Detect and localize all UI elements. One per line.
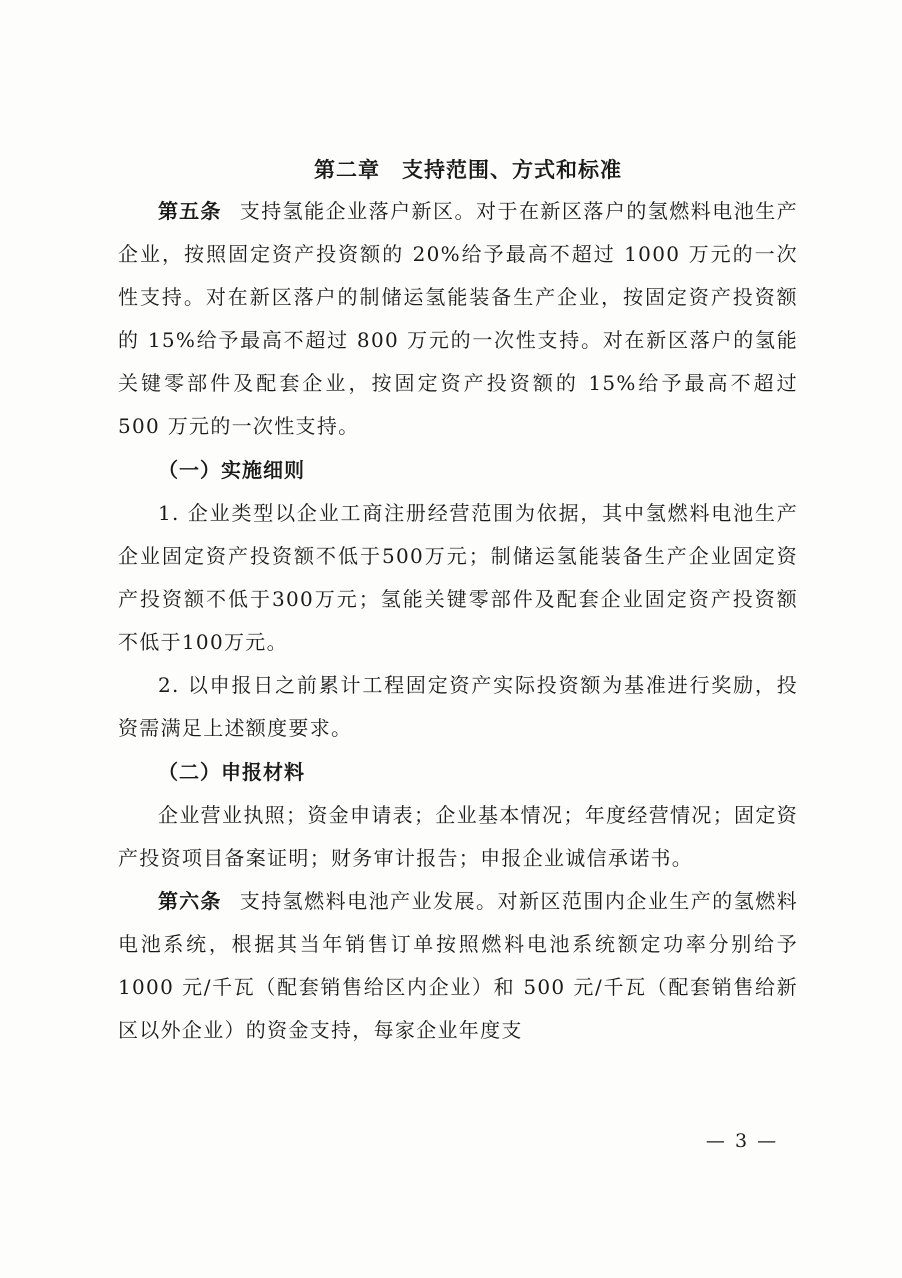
document-body <box>118 150 798 1052</box>
article-6-text: 支持氢燃料电池产业发展。对新区范围内企业生产的氢燃料电池系统，根据其当年销售订单按照燃料电池系统额定功率分别给予 1000 元/千瓦（配套销售给区内企业）和 500 元/千瓦（配套销售给新区以外企业）的资金支持，每家企业年度支 <box>118 889 798 1042</box>
page-number: — 3 — <box>705 1130 779 1152</box>
article-6 <box>118 880 798 1052</box>
article-5-text: 支持氢能企业落户新区。对于在新区落户的氢燃料电池生产企业，按照固定资产投资额的 20%给予最高不超过 1000 万元的一次性支持。对在新区落户的制储运氢能装备生产企业，按固定资产投资额的 15%给予最高不超过 800 万元的一次性支持。对在新区落户的氢能关键零部件及配套企业，按固定资产投资额的 15%给予最高不超过 500 万元的一次性支持。 <box>118 199 798 438</box>
chapter-title: 第二章 支持范围、方式和标准 <box>314 158 622 182</box>
article-5 <box>118 190 798 448</box>
section-1-item-1: 1. 企业类型以企业工商注册经营范围为依据，其中氢燃料电池生产企业固定资产投资额不低于500万元；制储运氢能装备生产企业固定资产投资额不低于300万元；氢能关键零部件及配套企业固定资产投资额不低于100万元。 <box>118 501 798 654</box>
section-2-heading: （二）申报材料 <box>158 760 305 784</box>
article-5-label: 第五条 <box>158 199 222 223</box>
section-2-text: 企业营业执照；资金申请表；企业基本情况；年度经营情况；固定资产投资项目备案证明；财务审计报告；申报企业诚信承诺书。 <box>118 803 798 870</box>
section-1-heading: （一）实施细则 <box>158 458 305 482</box>
section-1-item-2: 2. 以申报日之前累计工程固定资产实际投资额为基准进行奖励，投资需满足上述额度要求。 <box>118 673 798 740</box>
article-6-label: 第六条 <box>158 889 222 913</box>
